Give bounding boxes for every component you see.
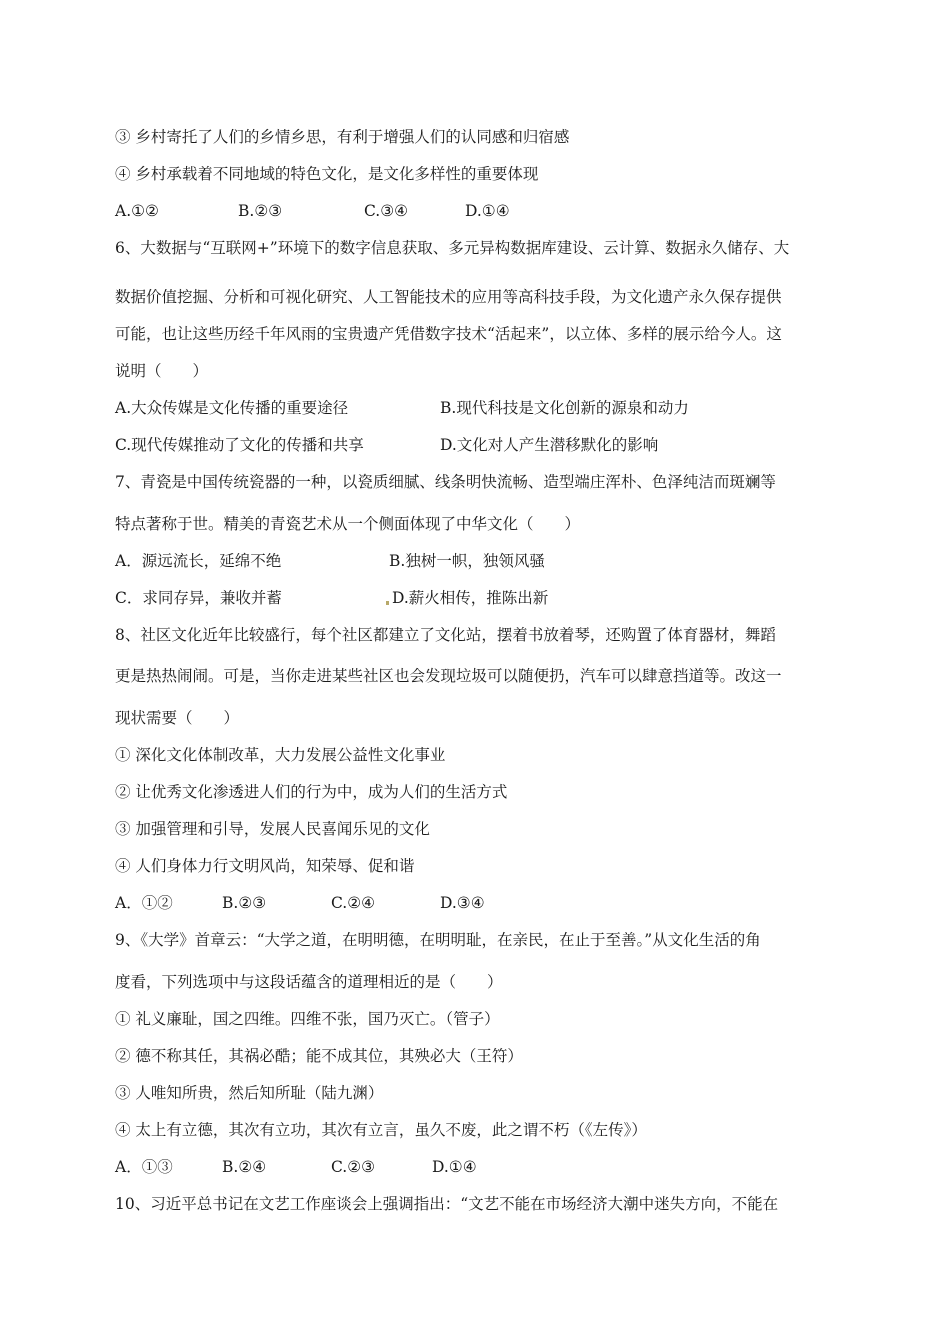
q6-option-b: B.现代科技是文化创新的源泉和动力: [440, 399, 689, 417]
q6-option-a: A.大众传媒是文化传播的重要途径: [115, 399, 349, 417]
q9-item-3: ③ 人唯知所贵，然后知所耻（陆九渊）: [115, 1084, 384, 1102]
q6-stem-line-4: 说明（ ）: [115, 362, 209, 380]
q8-option-b: B.②③: [222, 894, 267, 912]
q8-stem-line-2: 更是热热闹闹。可是，当你走进某些社区也会发现垃圾可以随便扔，汽车可以肆意挡道等。改这一: [115, 667, 782, 685]
q7-option-c: C．求同存异，兼收并蓄: [115, 589, 282, 607]
q6-option-c: C.现代传媒推动了文化的传播和共享: [115, 436, 364, 454]
q5-option-c: C.③④: [364, 202, 409, 220]
q9-option-d: D.①④: [432, 1158, 477, 1176]
q6-stem-line-2: 数据价值挖掘、分析和可视化研究、人工智能技术的应用等高科技手段，为文化遗产永久保存提供: [115, 288, 782, 306]
q5-item-4: ④ 乡村承载着不同地域的特色文化，是文化多样性的重要体现: [115, 165, 539, 183]
q8-option-d: D.③④: [440, 894, 485, 912]
q9-item-4: ④ 太上有立德，其次有立功，其次有立言，虽久不废，此之谓不朽（《左传》）: [115, 1121, 647, 1139]
q8-item-1: ① 深化文化体制改革，大力发展公益性文化事业: [115, 746, 446, 764]
q7-stem-line-1: 7、青瓷是中国传统瓷器的一种，以瓷质细腻、线条明快流畅、造型端庄浑朴、色泽纯洁而斑斓等: [115, 473, 776, 491]
q9-option-b: B.②④: [222, 1158, 267, 1176]
q9-item-2: ② 德不称其任，其祸必酷；能不成其位，其殃必大（王符）: [115, 1047, 523, 1065]
q9-option-c: C.②③: [331, 1158, 376, 1176]
q7-stem-line-2: 特点著称于世。精美的青瓷艺术从一个侧面体现了中华文化（ ）: [115, 515, 581, 533]
q8-stem-line-3: 现状需要（ ）: [115, 709, 240, 727]
q6-option-d: D.文化对人产生潜移默化的影响: [440, 436, 659, 454]
q8-item-2: ② 让优秀文化渗透进人们的行为中，成为人们的生活方式: [115, 783, 508, 801]
q5-item-3: ③ 乡村寄托了人们的乡情乡思，有利于增强人们的认同感和归宿感: [115, 128, 570, 146]
q9-stem-line-2: 度看，下列选项中与这段话蕴含的道理相近的是（ ）: [115, 973, 503, 991]
q7-option-d: D.薪火相传，推陈出新: [392, 589, 549, 607]
q8-option-a: A．①②: [115, 894, 173, 912]
q5-option-b: B.②③: [238, 202, 283, 220]
q5-option-a: A.①②: [115, 202, 159, 220]
q9-option-a: A．①③: [115, 1158, 173, 1176]
q9-item-1: ① 礼义廉耻，国之四维。四维不张，国乃灭亡。（管子）: [115, 1010, 500, 1028]
q10-stem-line-1: 10、习近平总书记在文艺工作座谈会上强调指出：“文艺不能在市场经济大潮中迷失方向，不能在: [115, 1195, 779, 1213]
q5-option-d: D.①④: [465, 202, 510, 220]
q7-option-b: B.独树一帜，独领风骚: [389, 552, 545, 570]
q8-option-c: C.②④: [331, 894, 376, 912]
q8-item-3: ③ 加强管理和引导，发展人民喜闻乐见的文化: [115, 820, 430, 838]
q7-option-a: A．源远流长，延绵不绝: [115, 552, 282, 570]
q6-stem-line-1: 6、大数据与“互联网+”环境下的数字信息获取、多元异构数据库建设、云计算、数据永久储存、大: [115, 239, 790, 257]
q8-stem-line-1: 8、社区文化近年比较盛行，每个社区都建立了文化站，摆着书放着琴，还购置了体育器材，舞蹈: [115, 626, 776, 644]
stray-mark: [386, 601, 389, 605]
q9-stem-line-1: 9、《大学》首章云：“大学之道，在明明德，在明明耻，在亲民，在止于至善。”从文化生活的角: [115, 931, 761, 949]
q8-item-4: ④ 人们身体力行文明风尚，知荣辱、促和谐: [115, 857, 415, 875]
q6-stem-line-3: 可能，也让这些历经千年风雨的宝贵遗产凭借数字技术“活起来”，以立体、多样的展示给今人。这: [115, 325, 782, 343]
